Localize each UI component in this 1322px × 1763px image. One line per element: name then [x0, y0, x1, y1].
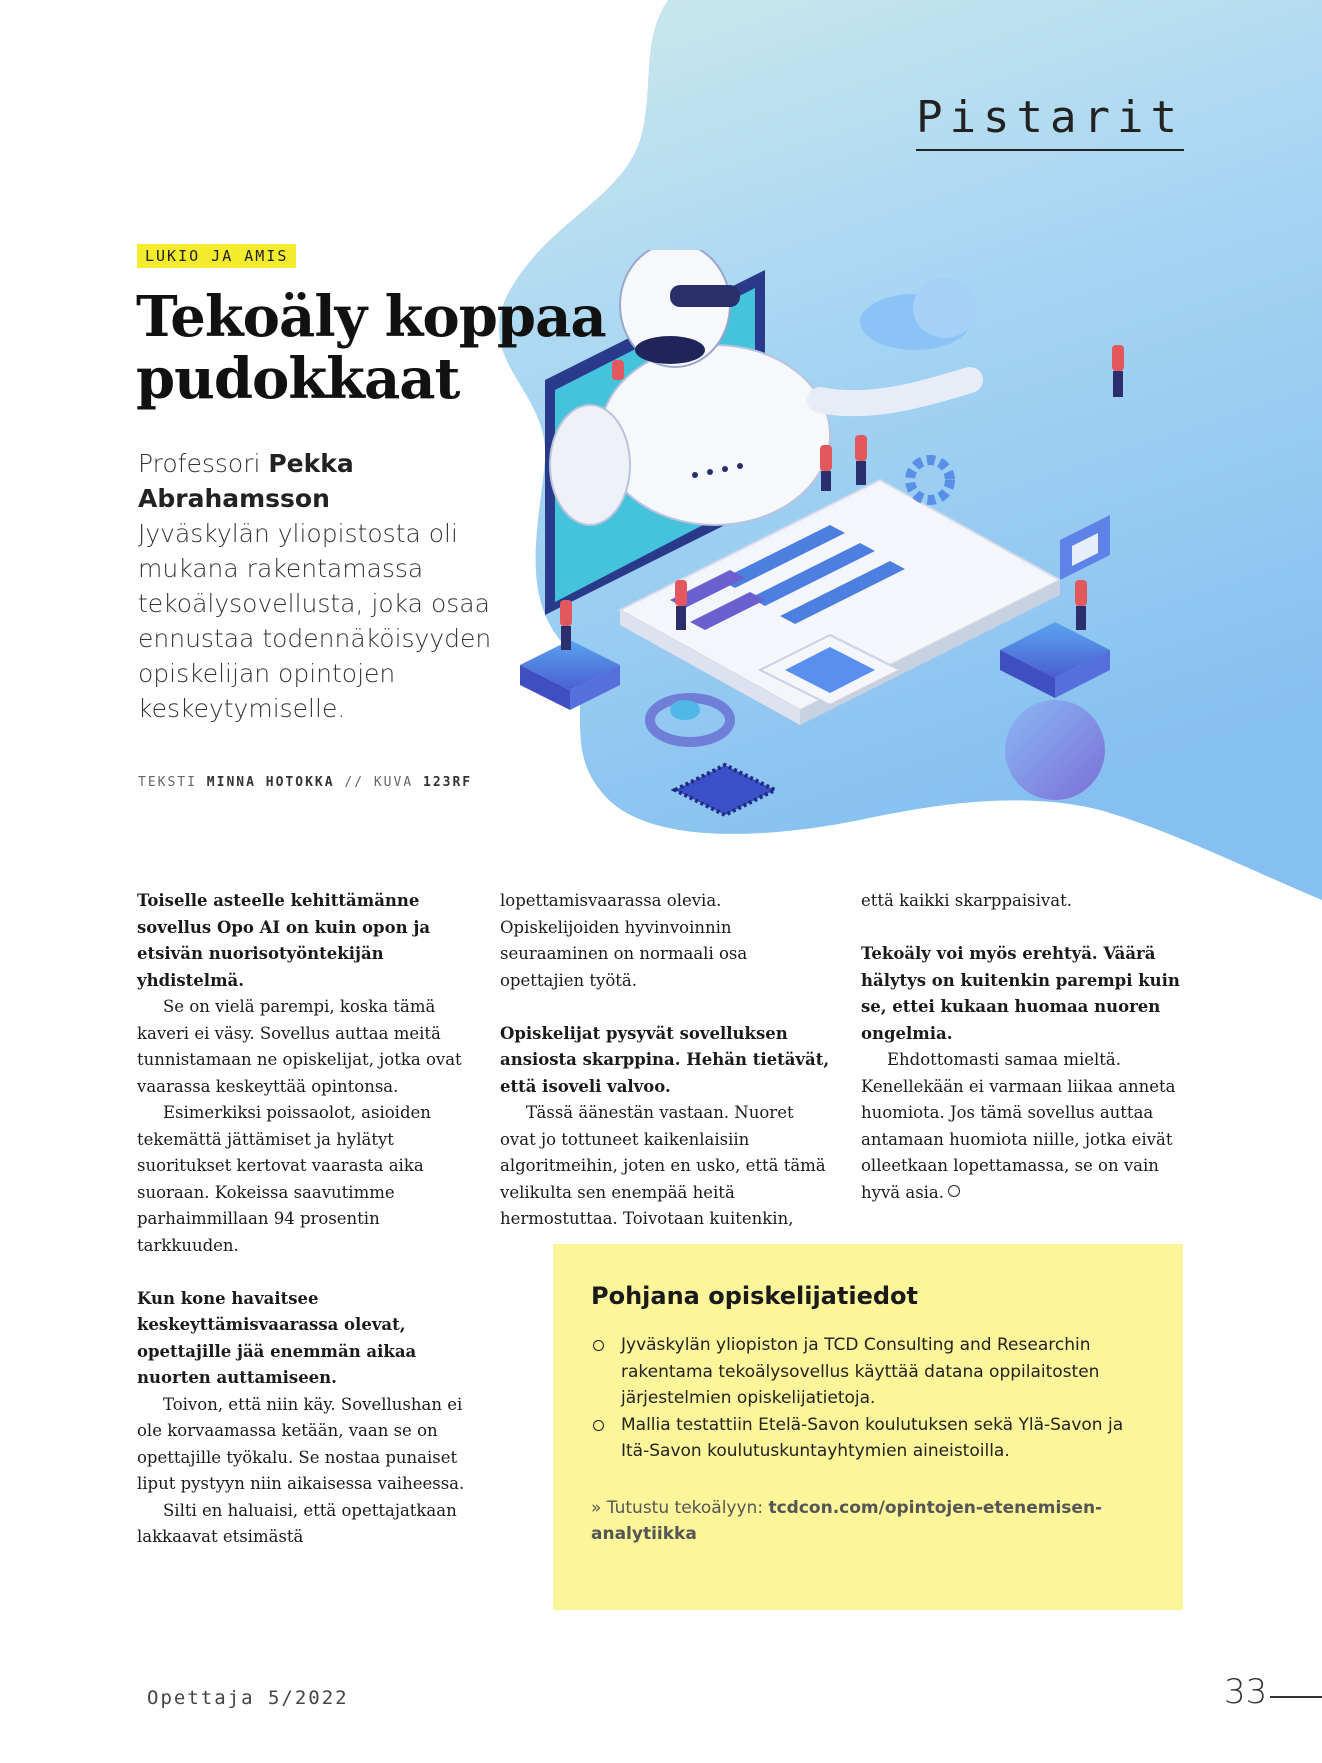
question-3: Opiskelijat pysyvät sovelluksen ansiosta skarppina. Hehän tietävät, että isoveli valvoo. [500, 1023, 830, 1096]
credits [138, 775, 472, 790]
bullet-circle-icon [593, 1420, 604, 1431]
factbox-item: Mallia testattiin Etelä-Savon koulutuksen sekä Ylä-Savon ja Itä-Savon koulutuskuntayhtymien aineistoilla. [591, 1412, 1145, 1465]
credits-author: MINNA HOTOKKA [206, 775, 335, 790]
factbox [553, 1244, 1183, 1610]
answer-2-continued: lopettamisvaarassa olevia. Opiskelijoiden hyvinvoinnin seuraaminen on normaali osa opettajien työtä. [500, 891, 748, 990]
body-column-3 [861, 888, 1191, 1206]
lead-rest: Jyväskylän yliopistosta oli mukana rakentamassa tekoälysovellusta, joka osaa ennustaa todennäköisyyden opiskelijan opintojen keskeytymiselle. [138, 519, 492, 723]
question-2: Kun kone havaitsee keskeyttämisvaarassa olevat, opettajille jää enemmän aikaa nuorten auttamiseen. [137, 1288, 417, 1387]
page-number: 33 [1224, 1672, 1268, 1712]
answer-1-paragraph-2: Esimerkiksi poissaolot, asioiden tekemättä jättämiset ja hylätyt suoritukset kertovat vaarasta aika suoraan. Kokeissa saavutimme parhaimmillaan 94 prosentin tarkkuuden. [137, 1103, 431, 1255]
lead-name: Pekka Abrahamsson [138, 449, 354, 513]
credits-image-label: KUVA [373, 775, 414, 790]
answer-2-paragraph-2: Silti en haluaisi, että opettajatkaan lakkaavat etsimästä [137, 1500, 457, 1546]
answer-4-paragraph-1: Ehdottomasti samaa mieltä. Kenellekään ei varmaan liikaa anneta huomiota. Jos tämä sovellus auttaa antamaan huomiota niille, jotka eivät olleetkaan lopettamassa, se on vain hyvä asia. [861, 1050, 1176, 1202]
body-column-2 [500, 888, 830, 1233]
lead-paragraph [138, 446, 498, 726]
bullet-circle-icon [593, 1340, 604, 1351]
body-column-1 [137, 888, 467, 1551]
credits-image-source: 123RF [423, 775, 473, 790]
headline [136, 286, 606, 410]
credits-text-label: TEKSTI [138, 775, 197, 790]
headline-line-1: Tekoäly koppaa [136, 284, 606, 350]
credits-separator: // [344, 775, 365, 790]
category-tag: LUKIO JA AMIS [137, 244, 296, 268]
answer-3-continued: että kaikki skarppaisivat. [861, 891, 1072, 910]
question-1: Toiselle asteelle kehittämänne sovellus Opo AI on kuin opon ja etsivän nuorisotyöntekijän yhdistelmä. [137, 891, 431, 990]
page-number-rule [1270, 1696, 1322, 1698]
factbox-item: Jyväskylän yliopiston ja TCD Consulting and Researchin rakentama tekoälysovellus käyttää datana oppilaitosten järjestelmien opiskelijatietoja. [591, 1332, 1145, 1412]
end-mark-icon [948, 1185, 960, 1197]
answer-1-paragraph-1: Se on vielä parempi, koska tämä kaveri ei väsy. Sovellus auttaa meitä tunnistamaan ne opiskelijat, jotka ovat vaarassa keskeyttää opintonsa. [137, 997, 462, 1096]
answer-3-paragraph-1: Tässä äänestän vastaan. Nuoret ovat jo tottuneet kaikenlaisiin algoritmeihin, joten en usko, että tämä velikulta sen enempää heitä hermostuttaa. Toivotaan kuitenkin, [500, 1103, 826, 1228]
factbox-link[interactable] [591, 1495, 1145, 1547]
answer-2-paragraph-1: Toivon, että niin käy. Sovellushan ei ole korvaamassa ketään, vaan se on opettajille työkalu. Se nostaa punaiset liput pystyyn niin aikaisessa vaiheessa. [137, 1394, 465, 1493]
lead-prefix: Professori [138, 449, 269, 478]
question-4: Tekoäly voi myös erehtyä. Väärä hälytys on kuitenkin parempi kuin se, ettei kukaan huomaa nuoren ongelmia. [861, 944, 1180, 1043]
factbox-link-prefix: » Tutustu tekoälyyn: [591, 1497, 769, 1518]
factbox-list [591, 1332, 1145, 1465]
factbox-title: Pohjana opiskelijatiedot [591, 1282, 918, 1310]
factbox-link-url[interactable]: tcdcon.com/opintojen-etenemisen-analytiikka [591, 1497, 1103, 1544]
headline-line-2: pudokkaat [136, 346, 460, 412]
publication-info: Opettaja 5/2022 [147, 1687, 349, 1709]
section-title: Pistarit [916, 92, 1184, 151]
